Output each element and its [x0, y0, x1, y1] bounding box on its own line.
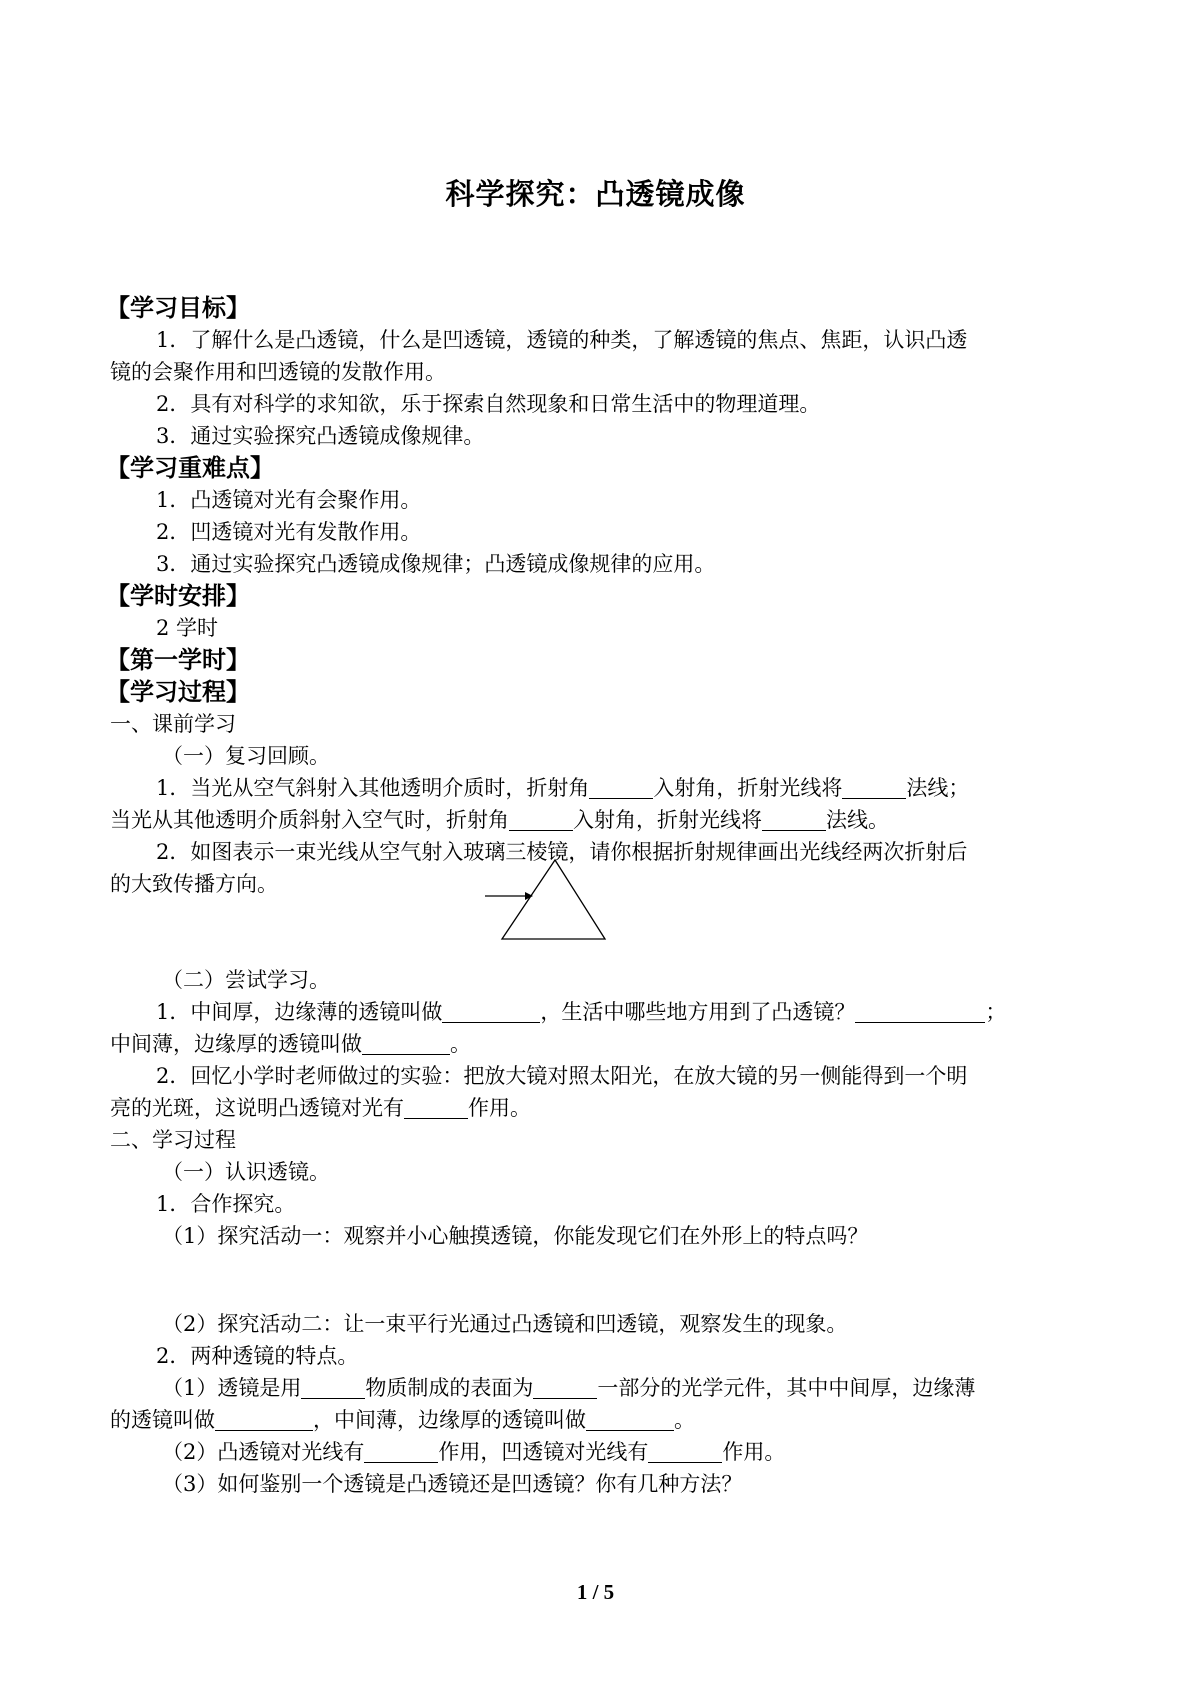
text: 法线； [906, 776, 970, 800]
question-2-line-1: 2．如图表示一束光线从空气射入玻璃三棱镜，请你根据折射规律画出光线经两次折射后 [156, 840, 968, 864]
document-body [106, 292, 1090, 1500]
text: 中间薄，边缘厚的透镜叫做 [110, 1032, 362, 1056]
text: 1．当光从空气斜射入其他透明介质时，折射角 [156, 776, 590, 800]
part-pre-study: 一、课前学习 [110, 712, 236, 736]
text: 。 [674, 1408, 695, 1432]
goal-3: 3．通过实验探究凸透镜成像规律。 [156, 424, 485, 448]
key-point-2: 2．凹透镜对光有发散作用。 [156, 520, 422, 544]
try-1-line-2 [110, 1028, 1090, 1060]
answer-blank [362, 1032, 450, 1055]
answer-blank [762, 808, 826, 831]
answer-blank [509, 808, 573, 831]
prism-figure [110, 900, 1090, 964]
prism-diagram [485, 856, 725, 966]
section-heading-key-points: 【学习重难点】 [106, 454, 274, 482]
text: 1．中间厚，边缘薄的透镜叫做 [156, 1000, 443, 1024]
question-1-line-2 [110, 804, 1090, 836]
answer-blank [301, 1376, 365, 1399]
subpart-know-lens: （一）认识透镜。 [162, 1160, 330, 1184]
text: 一部分的光学元件，其中中间厚，边缘薄 [597, 1376, 976, 1400]
text: 作用。 [468, 1096, 531, 1120]
prism-triangle [502, 860, 605, 939]
text: （1）透镜是用 [162, 1376, 302, 1400]
question-2-line-2: 的大致传播方向。 [110, 872, 278, 896]
answer-blank [855, 1000, 985, 1023]
key-point-1: 1．凸透镜对光有会聚作用。 [156, 488, 422, 512]
try-2-line-1: 2．回忆小学时老师做过的实验：把放大镜对照太阳光，在放大镜的另一侧能得到一个明 [156, 1064, 968, 1088]
feature-3: （3）如何鉴别一个透镜是凸透镜还是凹透镜？你有几种方法？ [162, 1472, 743, 1496]
answer-blank [442, 1000, 540, 1023]
goal-1-cont: 镜的会聚作用和凹透镜的发散作用。 [110, 360, 446, 384]
answer-blank [586, 1408, 674, 1431]
answer-blank [364, 1440, 438, 1463]
answer-blank [404, 1096, 468, 1119]
text: ，生活中哪些地方用到了凸透镜？ [540, 1000, 856, 1024]
section-heading-first-period: 【第一学时】 [106, 646, 250, 674]
text: 入射角，折射光线将 [653, 776, 843, 800]
part-process: 二、学习过程 [110, 1128, 236, 1152]
answer-blank [842, 776, 906, 799]
try-1-line-1 [110, 996, 1090, 1028]
section-heading-goals: 【学习目标】 [106, 294, 250, 322]
answer-blank [589, 776, 653, 799]
text: 法线。 [826, 808, 889, 832]
goal-2: 2．具有对科学的求知欲，乐于探索自然现象和日常生活中的物理道理。 [156, 392, 821, 416]
page-number: 1 / 5 [576, 1580, 615, 1604]
activity-1: （1）探究活动一：观察并小心触摸透镜，你能发现它们在外形上的特点吗？ [162, 1224, 869, 1248]
text: 入射角，折射光线将 [573, 808, 762, 832]
page-title: 科学探究：凸透镜成像 [445, 177, 746, 211]
subpart-try: （二）尝试学习。 [162, 968, 330, 992]
text: 的透镜叫做 [110, 1408, 215, 1432]
text: 当光从其他透明介质斜射入空气时，折射角 [110, 808, 509, 832]
coop-heading: 1．合作探究。 [156, 1192, 296, 1216]
text: ； [985, 1000, 1007, 1024]
feature-2 [110, 1436, 1090, 1468]
answer-space [110, 1252, 1090, 1308]
text: 作用，凹透镜对光线有 [438, 1440, 649, 1464]
try-2-line-2 [110, 1092, 1090, 1124]
section-heading-schedule: 【学时安排】 [106, 582, 250, 610]
text: 。 [450, 1032, 471, 1056]
answer-blank [215, 1408, 313, 1431]
text: （2）凸透镜对光线有 [162, 1440, 365, 1464]
goal-1: 1．了解什么是凸透镜，什么是凹透镜，透镜的种类，了解透镜的焦点、焦距，认识凸透 [156, 328, 968, 352]
answer-blank [533, 1376, 597, 1399]
key-point-3: 3．通过实验探究凸透镜成像规律；凸透镜成像规律的应用。 [156, 552, 716, 576]
features-heading: 2．两种透镜的特点。 [156, 1344, 359, 1368]
text: ，中间薄，边缘厚的透镜叫做 [313, 1408, 586, 1432]
schedule-value: 2 学时 [156, 616, 219, 640]
question-1-line-1 [110, 772, 1090, 804]
feature-1-line-2 [110, 1404, 1090, 1436]
text: 亮的光斑，这说明凸透镜对光有 [110, 1096, 404, 1120]
feature-1-line-1 [110, 1372, 1090, 1404]
text: 物质制成的表面为 [365, 1376, 534, 1400]
answer-blank [648, 1440, 722, 1463]
section-heading-process: 【学习过程】 [106, 678, 250, 706]
activity-2: （2）探究活动二：让一束平行光通过凸透镜和凹透镜，观察发生的现象。 [162, 1312, 848, 1336]
text: 作用。 [722, 1440, 786, 1464]
subpart-review: （一）复习回顾。 [162, 744, 330, 768]
